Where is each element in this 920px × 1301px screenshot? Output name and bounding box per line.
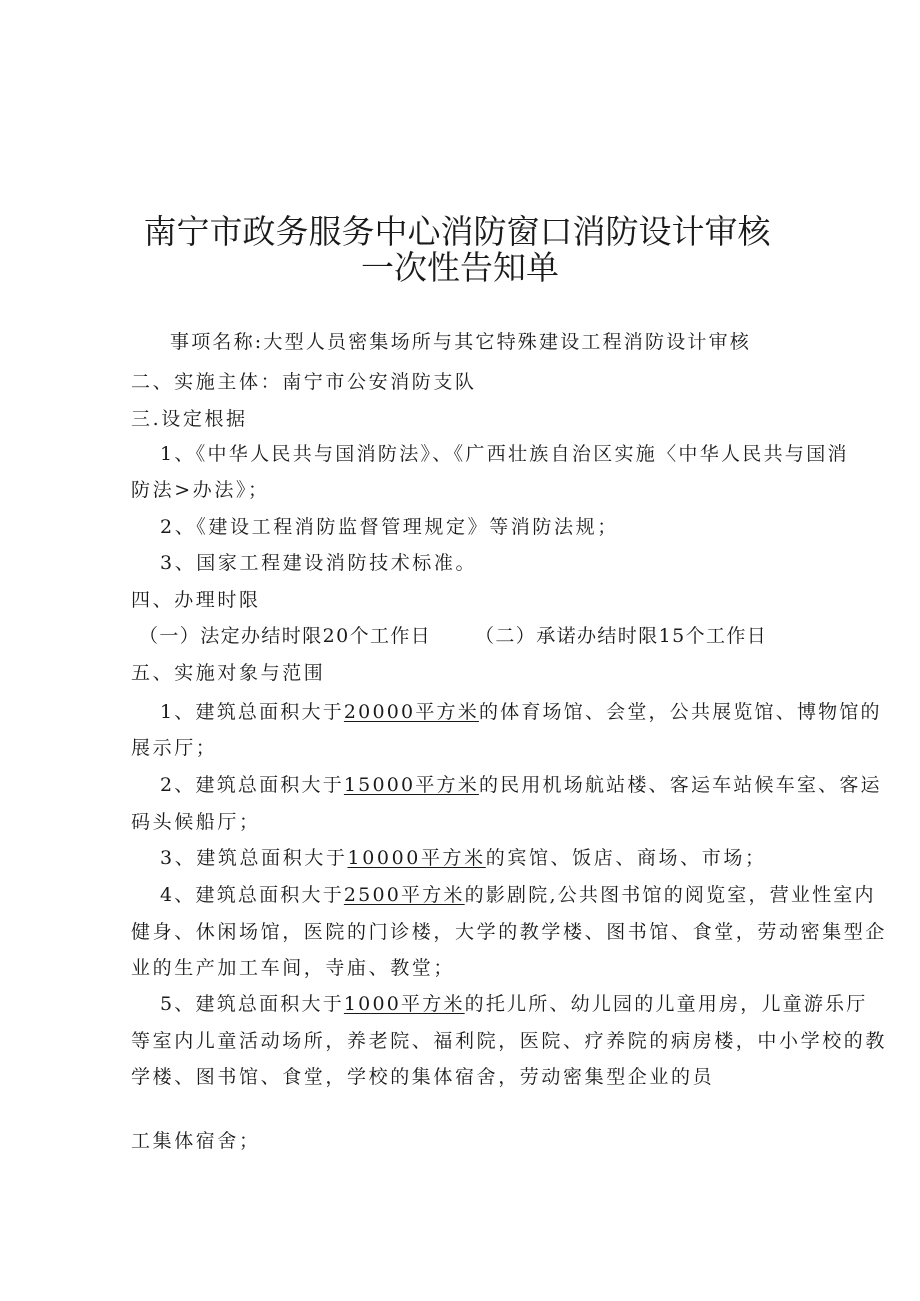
document-title-line-2: 一次性告知单 bbox=[361, 248, 559, 287]
basis-item-3: 3、国家工程建设消防技术标准。 bbox=[160, 552, 478, 574]
legal-time-limit: （一）法定办结时限20个工作日 bbox=[139, 625, 432, 647]
section-5-heading: 五、实施对象与范围 bbox=[131, 662, 326, 684]
document-title-line-1: 南宁市政务服务中心消防窗口消防设计审核 bbox=[143, 212, 771, 251]
basis-item-2: 2、《建设工程消防监督管理规定》等消防法规； bbox=[160, 516, 619, 538]
scope-item-3-area: 10000平方米 bbox=[347, 847, 486, 869]
basis-item-1-line-2: 防法>办法》； bbox=[131, 479, 270, 501]
scope-item-4-suffix: 的影剧院,公共图书馆的阅览室，营业性室内 bbox=[464, 884, 876, 906]
scope-item-2-area: 15000平方米 bbox=[343, 774, 479, 796]
item-name: 事项名称:大型人员密集场所与其它特殊建设工程消防设计审核 bbox=[170, 331, 752, 353]
scope-item-4-prefix: 4、建筑总面积大于 bbox=[160, 884, 344, 906]
scope-item-2 bbox=[160, 773, 882, 797]
scope-item-1 bbox=[160, 700, 882, 724]
scope-item-4-cont-1: 健身、休闲场馆，医院的门诊楼，大学的教学楼、图书馆、食堂，劳动密集型企 bbox=[131, 921, 888, 943]
scope-item-2-cont: 码头候船厅； bbox=[131, 811, 261, 833]
scope-item-1-prefix: 1、建筑总面积大于 bbox=[160, 701, 344, 723]
section-4-heading: 四、办理时限 bbox=[131, 589, 261, 611]
scope-item-2-prefix: 2、建筑总面积大于 bbox=[160, 774, 344, 796]
scope-item-5-prefix: 5、建筑总面积大于 bbox=[160, 993, 344, 1015]
scope-item-3-suffix: 的宾馆、饭店、商场、市场； bbox=[485, 847, 767, 869]
scope-item-5-cont-2: 学楼、图书馆、食堂，学校的集体宿舍，劳动密集型企业的员 bbox=[131, 1066, 715, 1088]
section-3-heading: 三.设定根据 bbox=[131, 408, 248, 430]
scope-item-4-area: 2500平方米 bbox=[343, 884, 465, 906]
scope-item-4 bbox=[160, 883, 876, 907]
scope-item-1-area: 20000平方米 bbox=[343, 701, 479, 723]
scope-item-3 bbox=[160, 846, 767, 870]
scope-item-1-suffix: 的体育场馆、会堂，公共展览馆、博物馆的 bbox=[478, 701, 882, 723]
scope-item-5 bbox=[160, 992, 867, 1016]
scope-item-4-cont-2: 业的生产加工车间，寺庙、教堂； bbox=[131, 957, 456, 979]
promised-time-limit: （二）承诺办结时限15个工作日 bbox=[475, 625, 768, 647]
scope-item-1-cont: 展示厅； bbox=[131, 737, 218, 759]
scope-item-3-prefix: 3、建筑总面积大于 bbox=[160, 847, 348, 869]
scope-item-5-cont-1: 等室内儿童活动场所，养老院、福利院，医院、疗养院的病房楼，中小学校的教 bbox=[131, 1030, 888, 1052]
scope-item-5-suffix: 的托儿所、幼儿园的儿童用房，儿童游乐厅 bbox=[464, 993, 868, 1015]
scope-item-5-area: 1000平方米 bbox=[343, 993, 465, 1015]
basis-item-1-line-1: 1、《中华人民共与国消防法》、《广西壮族自治区实施〈中华人民共与国消 bbox=[160, 443, 849, 465]
scope-item-2-suffix: 的民用机场航站楼、客运车站候车室、客运 bbox=[478, 774, 882, 796]
section-2-implementer: 二、实施主体：南宁市公安消防支队 bbox=[131, 371, 477, 393]
scope-item-5-cont-3: 工集体宿舍； bbox=[131, 1130, 261, 1152]
